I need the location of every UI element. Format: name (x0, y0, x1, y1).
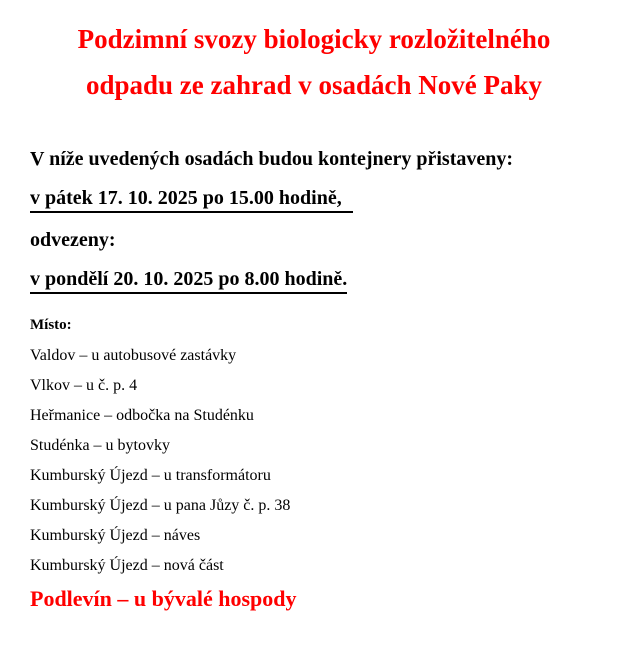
removal-label-text: odvezeny: (30, 229, 116, 251)
highlighted-location-podlevin: Podlevín – u bývalé hospody (30, 586, 297, 611)
containers-placed-text: V níže uvedených osadách budou kontejnery přistaveny: (30, 148, 514, 170)
list-item-kumbursky-ujezd-juza: Kumburský Újezd – u pana Jůzy č. p. 38 (30, 497, 291, 514)
document-title (0, 0, 628, 108)
list-item-vlkov: Vlkov – u č. p. 4 (30, 377, 138, 394)
list-item-valdov: Valdov – u autobusové zastávky (30, 347, 237, 364)
placement-date-line (30, 187, 598, 213)
list-item-kumbursky-ujezd-transformator: Kumburský Újezd – u transformátoru (30, 467, 271, 484)
removal-date-line (30, 268, 598, 294)
title-line-2: odpadu ze zahrad v osadách Nové Paky (85, 70, 543, 100)
list-item-kumbursky-ujezd-naves: Kumburský Újezd – náves (30, 527, 201, 544)
removal-date-text: v pondělí 20. 10. 2025 po 8.00 hodině. (30, 268, 347, 294)
list-item-studenka: Studénka – u bytovky (30, 437, 170, 454)
schedule-section (30, 148, 598, 294)
locations-heading: Místo: (30, 317, 72, 333)
locations-section (0, 316, 628, 613)
list-item-hermanice: Heřmanice – odbočka na Studénku (30, 407, 254, 424)
list-item-kumbursky-ujezd-nova-cast: Kumburský Újezd – nová část (30, 557, 224, 574)
title-line-1: Podzimní svozy biologicky rozložitelného (77, 24, 551, 54)
locations-list (30, 341, 598, 581)
placement-date-text: v pátek 17. 10. 2025 po 15.00 hodině, (30, 187, 353, 213)
